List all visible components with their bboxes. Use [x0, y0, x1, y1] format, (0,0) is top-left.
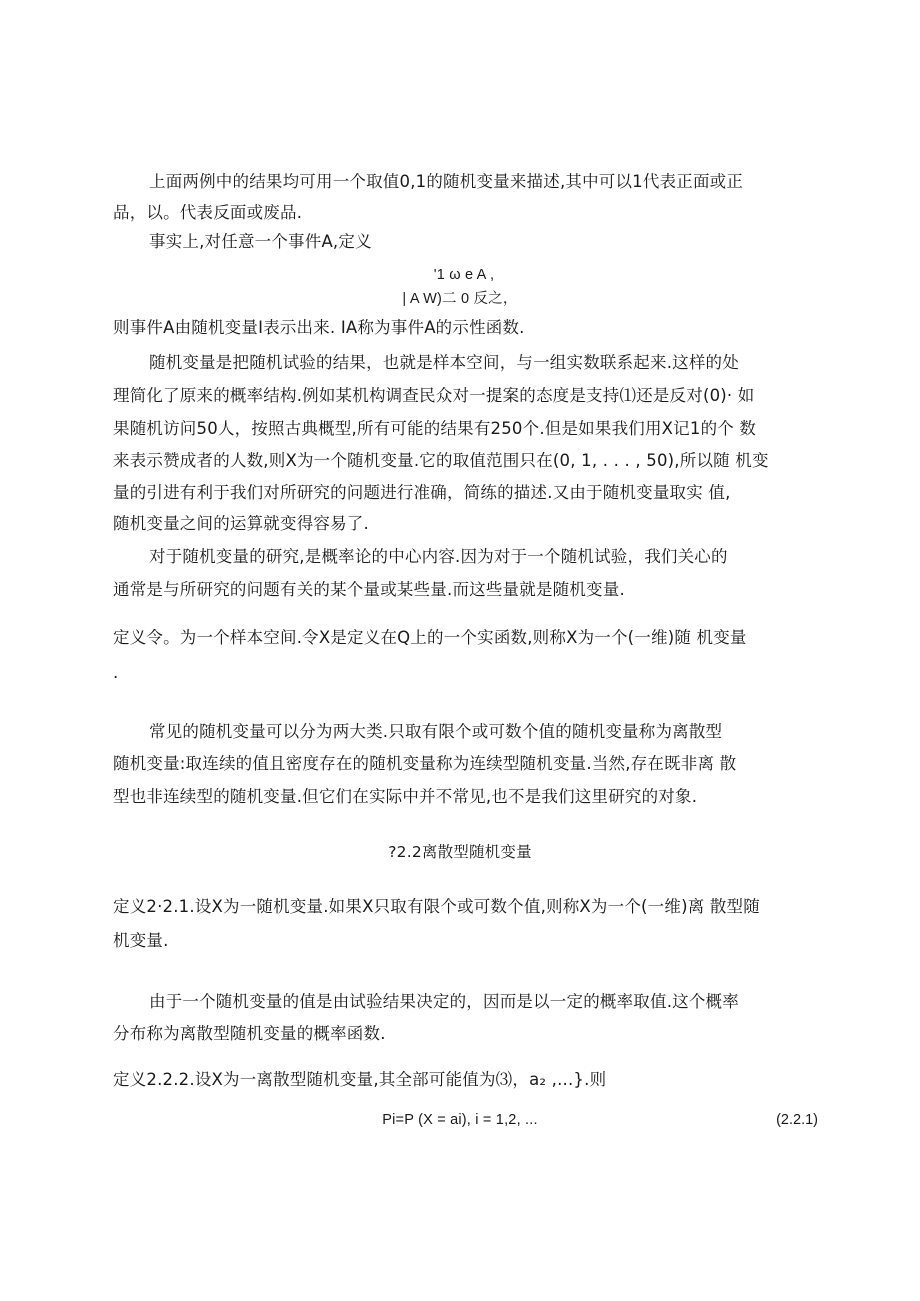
paragraph-line: 随机变量是把随机试验的结果，也就是样本空间，与一组实数联系起来.这样的处: [149, 353, 739, 372]
definition-line: 定义2·2.1.设X为一随机变量.如果X只取有限个或可数个值,则称X为一个(一维)离 散型随: [113, 897, 760, 916]
paragraph-line: 常见的随机变量可以分为两大类.只取有限个或可数个值的随机变量称为离散型: [149, 722, 723, 741]
paragraph-line: 对于随机变量的研究,是概率论的中心内容.因为对于一个随机试验，我们关心的: [149, 547, 728, 566]
definition-line: 定义2.2.2.设X为一离散型随机变量,其全部可能值为⑶，a₂ ,...}.则: [113, 1070, 607, 1089]
paragraph-line: 理简化了原来的概率结构.例如某机构调查民众对一提案的态度是支持⑴还是反对(0)· 如: [113, 386, 755, 405]
indicator-formula-case-2: | A W)二 0 反之，: [402, 291, 518, 307]
definition-line: 定义令。为一个样本空间.令X是定义在Q上的一个实函数,则称X为一个(一维)随 机变量: [113, 628, 747, 647]
paragraph-line: 型也非连续型的随机变量.但它们在实际中并不常见,也不是我们这里研究的对象.: [113, 787, 698, 806]
definition-line: 机变量.: [113, 931, 169, 950]
paragraph-line: 事实上,对任意一个事件A,定义: [149, 232, 372, 251]
paragraph-line: 分布称为离散型随机变量的概率函数.: [113, 1024, 386, 1043]
definition-line: .: [113, 663, 119, 682]
indicator-formula-case-1: '1 ω e A ,: [433, 267, 495, 283]
paragraph-line: 则事件A由随机变量I表示出来. IA称为事件A的示性函数.: [113, 318, 525, 337]
paragraph-line: 果随机访问50人，按照古典概型,所有可能的结果有250个.但是如果我们用X记1的个 数: [113, 419, 757, 438]
equation: Pi=P (X = ai), i = 1,2, ...: [382, 1112, 538, 1128]
section-heading: ?2.2离散型随机变量: [388, 843, 532, 861]
paragraph-line: 由于一个随机变量的值是由试验结果决定的，因而是以一定的概率取值.这个概率: [149, 992, 739, 1011]
paragraph-line: 量的引进有利于我们对所研究的问题进行准确，简练的描述.又由于随机变量取实 值,: [113, 483, 731, 502]
equation-number: (2.2.1): [776, 1112, 818, 1128]
paragraph-line: 通常是与所研究的问题有关的某个量或某些量.而这些量就是随机变量.: [113, 580, 625, 599]
paragraph-line: 品，以。代表反面或废品.: [113, 203, 303, 222]
paragraph-line: 随机变量之间的运算就变得容易了.: [113, 514, 369, 533]
paragraph-line: 上面两例中的结果均可用一个取值0,1的随机变量来描述,其中可以1代表正面或正: [149, 172, 744, 191]
paragraph-line: 来表示赞成者的人数,则X为一个随机变量.它的取值范围只在(0, 1, . . . , 50),所以随 机变: [113, 451, 769, 470]
paragraph-line: 随机变量:取连续的值且密度存在的随机变量称为连续型随机变量.当然,存在既非离 散: [113, 754, 737, 773]
